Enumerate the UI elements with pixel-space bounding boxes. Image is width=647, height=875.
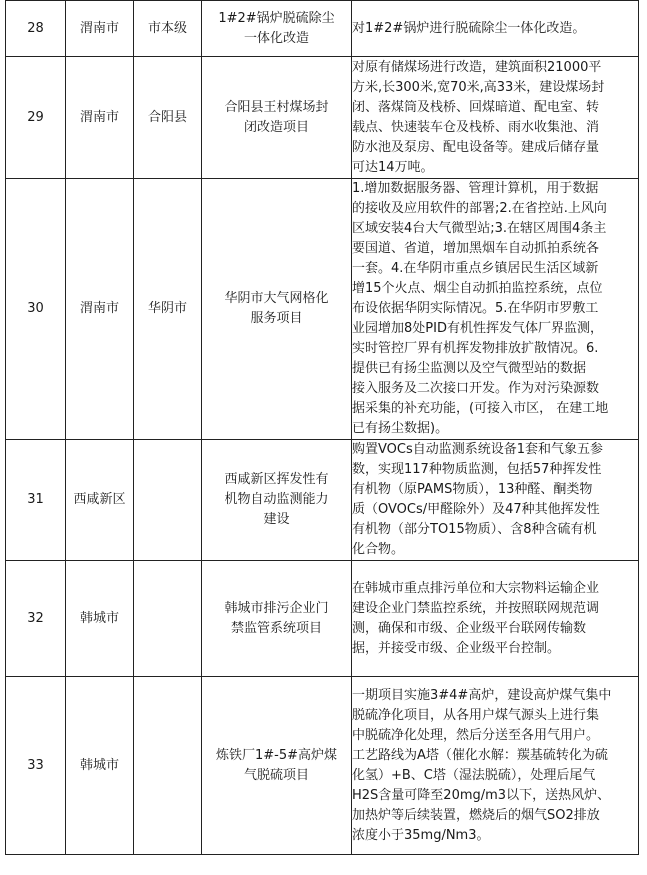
project-description-line: 防水池及泵房、配电设备等。建成后储存量 [352,139,600,155]
table-row [6,677,639,855]
project-name-cell [202,179,352,440]
table-row [6,57,639,179]
city-cell: 渭南市 [66,1,134,57]
table-row [6,1,639,57]
project-name-line: 机物自动监测能力 [224,492,329,507]
project-name-line: 闭改造项目 [243,119,309,135]
table-row [6,561,639,677]
project-name-cell [202,440,352,561]
city-cell: 西咸新区 [66,440,134,561]
project-description-line: 加热炉等后续装置，燃烧后的烟气SO2排放 [352,807,600,823]
project-description-cell [352,677,639,855]
project-name-line: 合阳县王村煤场封 [224,99,329,115]
project-description-line: 接入服务及二次接口开发。作为对污染源数 [352,381,600,396]
project-description-line: 购置VOCs自动监测系统设备1套和气象五参 [352,442,604,457]
city-cell: 韩城市 [66,561,134,677]
row-number-cell: 28 [6,1,66,57]
project-description-line: 有机物（部分TO15物质）、含8种含硫有机 [352,522,597,537]
project-description-cell [352,561,639,677]
project-description-line: 方米,长300米,宽70米,高33米，建设煤场封 [352,79,605,95]
project-description-line: 数，实现117种物质监测，包括57种挥发性 [352,462,602,477]
row-number-cell: 31 [6,440,66,561]
project-description-line: 据，并接受市级、企业级平台控制。 [352,640,561,656]
project-description-line: 闭、落煤筒及栈桥、回煤暗道、配电室、转 [352,99,600,115]
project-name-cell [202,1,352,57]
city-cell: 渭南市 [66,57,134,179]
project-description-line: 要国道、省道，增加黑烟车自动抓拍系统各 [352,241,600,256]
project-description-line: 建设企业门禁监控系统，并按照联网规范调 [352,600,600,616]
project-name-line: 华阴市大气网格化 [224,291,329,306]
project-description-cell [352,179,639,440]
city-cell: 渭南市 [66,179,134,440]
project-name-line: 韩城市排污企业门 [224,600,329,616]
project-name-line: 建设 [263,512,290,527]
project-name-line: 服务项目 [250,311,303,326]
project-description-line: 的接收及应用软件的部署;2.在省控站.上风向 [352,201,607,216]
county-cell [134,677,202,855]
project-description-line: 区域安装4台大气微型站;3.在辖区周围4条主 [352,221,607,236]
project-table [5,0,639,855]
project-description-line: 增15个火点、烟尘自动抓拍监控系统，点位 [352,281,603,296]
project-description-line: H2S含量可降至20mg/m3以下，送热风炉、 [352,787,611,803]
county-cell: 合阳县 [134,57,202,179]
project-description-line: 对原有储煤场进行改造，建筑面积21000平 [352,59,602,75]
project-name-line: 一体化改造 [243,30,309,46]
city-cell: 韩城市 [66,677,134,855]
county-cell: 华阴市 [134,179,202,440]
project-description-cell [352,57,639,179]
county-cell [134,561,202,677]
project-description-line: 化合物。 [352,542,405,557]
project-description-line: 实时管控厂界有机挥发物排放扩散情况。6. [352,341,599,356]
county-cell [134,440,202,561]
table-row [6,440,639,561]
project-description-line: 浓度小于35mg/Nm3。 [352,827,490,843]
project-description-line: 在韩城市重点排污单位和大宗物料运输企业 [352,580,600,596]
project-description-line: 提供已有扬尘监测以及空气微型站的数据 [352,361,587,376]
project-description-line: 对1#2#锅炉进行脱硫除尘一体化改造。 [352,20,586,36]
project-name-line: 气脱硫项目 [243,767,309,783]
row-number-cell: 32 [6,561,66,677]
project-description-line: 据采集的补充功能，(可接入市区， 在建工地 [352,401,609,416]
project-description-line: 化氢）+B、C塔（湿法脱硫），处理后尾气 [352,767,596,783]
table-row [6,179,639,440]
project-description-line: 中脱硫净化处理，然后分送至各用气用户。 [352,727,600,743]
project-description-line: 载点、快速装车仓及栈桥、雨水收集池、消 [352,119,600,135]
project-name-line: 1#2#锅炉脱硫除尘 [218,10,335,26]
project-description-cell [352,440,639,561]
project-description-line: 1.增加数据服务器、管理计算机，用于数据 [352,181,599,196]
project-description-line: 质（OVOCs/甲醛除外）及47种其他挥发性 [352,502,600,517]
project-description-line: 一套。4.在华阴市重点乡镇居民生活区域新 [352,261,599,276]
project-description-line: 脱硫净化项目，从各用户煤气源头上进行集 [352,707,600,723]
project-description-line: 可达14万吨。 [352,159,434,175]
project-description-cell [352,1,639,57]
project-description-line: 工艺路线为A塔（催化水解：羰基硫转化为硫 [352,747,608,763]
project-description-line: 已有扬尘数据)。 [352,421,449,436]
project-name-line: 西咸新区挥发性有 [224,472,329,487]
project-name-line: 炼铁厂1#-5#高炉煤 [215,747,338,763]
county-cell: 市本级 [134,1,202,57]
project-name-line: 禁监管系统项目 [230,620,322,636]
project-description-line: 布设依据华阴实际情况。5.在华阴市罗敷工 [352,301,599,316]
project-description-line: 有机物（原PAMS物质），13种醛、酮类物 [352,482,593,497]
project-description-line: 测，确保和市级、企业级平台联网传输数 [352,620,587,636]
project-description-line: 一期项目实施3#4#高炉，建设高炉煤气集中 [352,687,612,703]
project-name-cell [202,677,352,855]
row-number-cell: 29 [6,57,66,179]
row-number-cell: 30 [6,179,66,440]
project-name-cell [202,561,352,677]
project-name-cell [202,57,352,179]
project-description-line: 业园增加8处PID有机性挥发气体厂界监测， [352,321,603,336]
row-number-cell: 33 [6,677,66,855]
